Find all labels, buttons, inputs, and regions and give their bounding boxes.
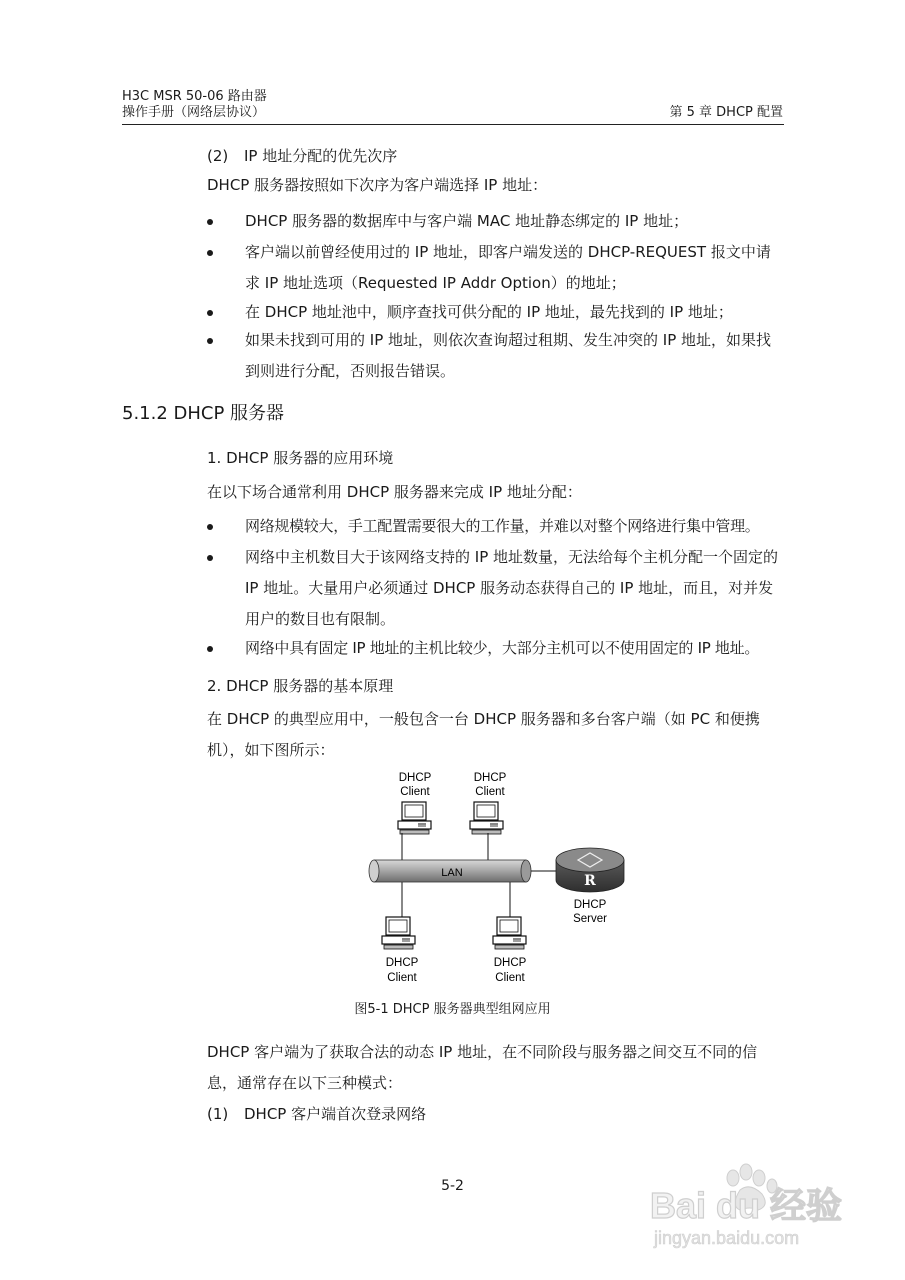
list-item [207, 206, 784, 237]
header-product: H3C MSR 50-06 路由器 [122, 89, 267, 104]
server-label-b: Server [573, 913, 607, 925]
router-glyph: R [584, 873, 596, 889]
client-pc-icon [382, 917, 415, 949]
bullet-icon [207, 555, 213, 561]
header-chapter: 第 5 章 DHCP 配置 [669, 105, 783, 120]
figure-caption: 图5-1 DHCP 服务器典型组网应用 [354, 1002, 551, 1017]
section-heading: 5.1.2 DHCP 服务器 [122, 403, 285, 424]
bullet-icon [207, 646, 213, 652]
header-manual: 操作手册（网络层协议） [122, 105, 266, 120]
subsection-title: 2. DHCP 服务器的基本原理 [207, 677, 394, 695]
watermark-brand: Bai du 经验 [650, 1185, 843, 1226]
client-label-2: DHCP [473, 772, 507, 784]
bullet-icon [207, 310, 213, 316]
subsection-intro: 在 DHCP 的典型应用中，一般包含一台 DHCP 服务器和多台客户端（如 PC 和便携机），如下图所示： [207, 710, 760, 759]
client-label-4: DHCP [493, 957, 527, 969]
list-item-text: 如果未找到可用的 IP 地址，则依次查询超过租期、发生冲突的 IP 地址，如果找到则进行分配，否则报告错误。 [245, 331, 772, 380]
section-priority-number: (2) [207, 147, 229, 165]
client-label-1b: Client [400, 786, 430, 798]
client-label-3b: Client [387, 972, 417, 984]
client-pc-icon [493, 917, 526, 949]
baidu-watermark [640, 1160, 880, 1250]
client-label-4b: Client [495, 972, 525, 984]
bullet-icon [207, 250, 213, 256]
list-item [207, 633, 784, 664]
section-priority-title: IP 地址分配的优先次序 [244, 147, 398, 165]
list-item-text: 在 DHCP 地址池中，顺序查找可供分配的 IP 地址，最先找到的 IP 地址； [245, 303, 733, 321]
bullet-icon [207, 219, 213, 225]
mode-item-title: DHCP 客户端首次登录网络 [244, 1105, 427, 1123]
page-number: 5-2 [441, 1178, 464, 1194]
section-priority-heading [207, 146, 398, 166]
list-item [207, 511, 784, 542]
client-pc-icon [398, 802, 431, 834]
list-item [207, 297, 784, 328]
header-divider [122, 124, 784, 125]
list-item [207, 237, 784, 299]
list-item-text: 网络中具有固定 IP 地址的主机比较少，大部分主机可以不使用固定的 IP 地址。 [245, 639, 760, 657]
watermark-url: jingyan.baidu.com [654, 1228, 800, 1248]
list-item-text: 客户端以前曾经使用过的 IP 地址，即客户端发送的 DHCP-REQUEST 报文中请求 IP 地址选项（Requested IP Addr Option）的地址； [245, 243, 771, 292]
section-priority-intro: DHCP 服务器按照如下次序为客户端选择 IP 地址： [207, 176, 548, 194]
client-pc-icon [470, 802, 503, 834]
subsection-intro: 在以下场合通常利用 DHCP 服务器来完成 IP 地址分配： [207, 483, 582, 501]
list-item [207, 542, 784, 635]
after-figure-text: DHCP 客户端为了获取合法的动态 IP 地址，在不同阶段与服务器之间交互不同的信息，通常存在以下三种模式： [207, 1043, 758, 1092]
bullet-icon [207, 338, 213, 344]
mode-item-number: (1) [207, 1105, 229, 1123]
client-label-1: DHCP [398, 772, 432, 784]
client-label-2b: Client [475, 786, 505, 798]
list-item-text: DHCP 服务器的数据库中与客户端 MAC 地址静态绑定的 IP 地址； [245, 212, 689, 230]
client-label-3: DHCP [385, 957, 419, 969]
mode-item [207, 1104, 427, 1124]
list-item-text: 网络中主机数目大于该网络支持的 IP 地址数量，无法给每个主机分配一个固定的 IP 地址。大量用户必须通过 DHCP 服务动态获得自己的 IP 地址，而且，对并发用户的数目也有限制。 [245, 548, 779, 628]
list-item-text: 网络规模较大，手工配置需要很大的工作量，并难以对整个网络进行集中管理。 [245, 517, 760, 535]
network-diagram [360, 760, 630, 990]
bullet-icon [207, 524, 213, 530]
server-label: DHCP [573, 899, 607, 911]
subsection-title: 1. DHCP 服务器的应用环境 [207, 449, 394, 467]
list-item [207, 325, 784, 387]
lan-label: LAN [441, 867, 463, 879]
